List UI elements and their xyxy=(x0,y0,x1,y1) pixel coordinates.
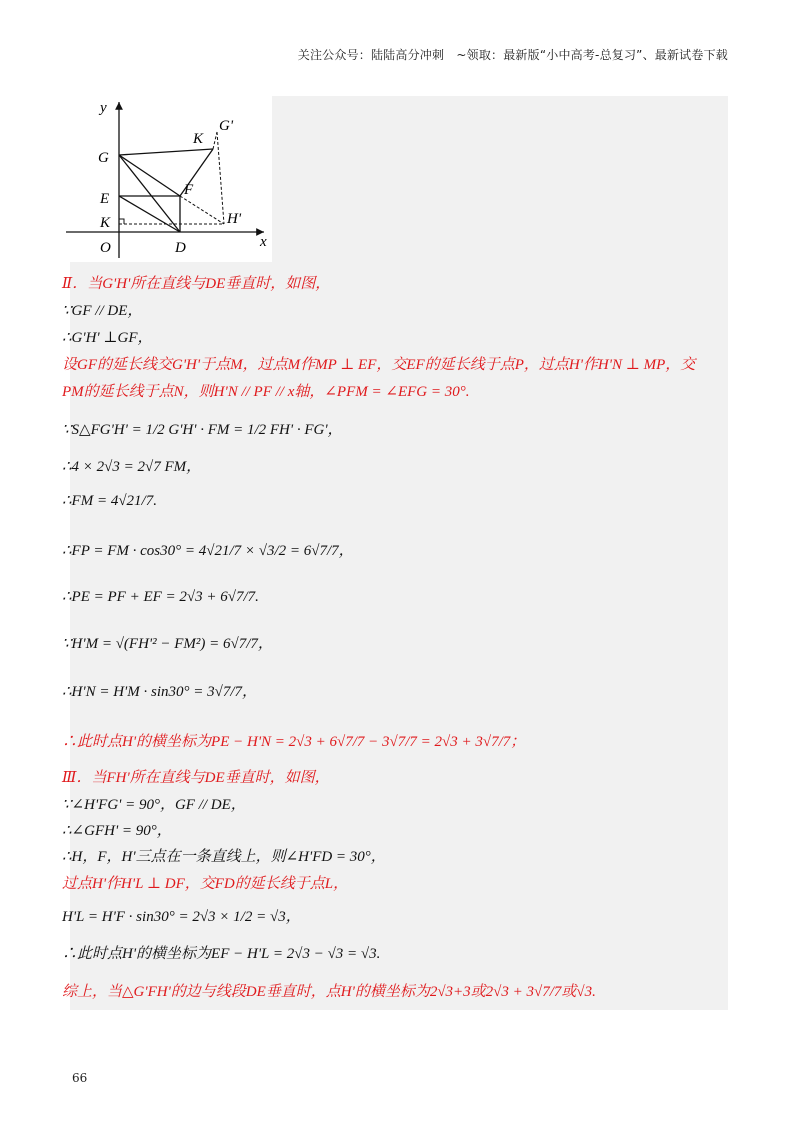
solution-line-10: ∴PE = PF + EF = 2√3 + 6√7/7. xyxy=(62,589,259,605)
label-D: D xyxy=(175,240,186,256)
solution-line-11: ∵H'M = √(FH'² − FM²) = 6√7/7， xyxy=(62,636,273,652)
solution-line-14: Ⅲ．当FH'所在直线与DE垂直时，如图， xyxy=(62,770,330,786)
solution-line-13: ∴此时点H'的横坐标为PE − H'N = 2√3 + 6√7/7 − 3√7/7 = 2√3 + 3√7/7； xyxy=(62,734,526,750)
label-F: F xyxy=(184,182,194,198)
label-O: O xyxy=(100,240,111,256)
dashed-KG-prime xyxy=(213,132,217,149)
solution-line-6: ∵S△FG'H' = 1/2 G'H' · FM = 1/2 FH' · FG'， xyxy=(62,422,343,438)
label-H-prime: H' xyxy=(227,211,242,227)
geometry-figure xyxy=(66,96,272,262)
label-G-prime: G' xyxy=(219,118,234,134)
solution-line-2: ∵GF // DE， xyxy=(62,303,143,319)
solution-line-15: ∵∠H'FG' = 90°，GF // DE， xyxy=(62,797,246,813)
solution-line-4: 设GF的延长线交G'H'于点M，过点M作MP ⊥ EF，交EF的延长线于点P，过点H'作H'N ⊥ MP，交 xyxy=(62,357,696,373)
solution-line-9: ∴FP = FM · cos30° = 4√21/7 × √3/2 = 6√7/7， xyxy=(62,543,354,559)
label-x: x xyxy=(260,234,267,250)
segment-GK xyxy=(119,149,213,155)
solution-line-1: Ⅱ．当G'H'所在直线与DE垂直时，如图， xyxy=(62,276,331,292)
label-K-top: K xyxy=(193,131,204,147)
label-E: E xyxy=(100,191,110,207)
right-angle-mark xyxy=(119,219,124,224)
solution-line-19: H'L = H'F · sin30° = 2√3 × 1/2 = √3， xyxy=(62,909,301,925)
solution-line-12: ∴H'N = H'M · sin30° = 3√7/7， xyxy=(62,684,258,700)
solution-line-3: ∴G'H' ⊥GF， xyxy=(62,330,153,346)
label-G: G xyxy=(98,150,109,166)
solution-line-16: ∴∠GFH' = 90°， xyxy=(62,823,172,839)
solution-line-8: ∴FM = 4√21/7. xyxy=(62,493,157,509)
solution-line-18: 过点H'作H'L ⊥ DF，交FD的延长线于点L， xyxy=(62,876,349,892)
label-K-axis: K xyxy=(100,215,111,231)
solution-line-7: ∴4 × 2√3 = 2√7 FM， xyxy=(62,459,202,475)
segment-GD xyxy=(119,155,180,232)
solution-line-21: 综上，当△G'FH'的边与线段DE垂直时，点H'的横坐标为2√3+3或2√3 + 3√7/7或√3. xyxy=(62,984,596,1000)
page-number: 66 xyxy=(72,1071,88,1085)
segment-ED xyxy=(119,196,180,232)
page-header: 关注公众号：陆陆高分冲刺 ~领取：最新版“小中高考-总复习”、最新试卷下载 xyxy=(297,48,728,62)
dashed-G-prime-H-prime xyxy=(217,132,224,224)
geometry-diagram xyxy=(66,96,272,262)
solution-line-20: ∴此时点H'的横坐标为EF − H'L = 2√3 − √3 = √3. xyxy=(62,946,381,962)
solution-line-17: ∴H，F，H'三点在一条直线上，则∠H'FD = 30°， xyxy=(62,849,386,865)
segment-GF xyxy=(119,155,180,196)
label-y: y xyxy=(100,100,107,116)
dashed-FH-prime xyxy=(180,196,224,224)
solution-line-5: PM的延长线于点N，则H'N // PF // x轴，∠PFM = ∠EFG = 30°. xyxy=(62,384,470,400)
